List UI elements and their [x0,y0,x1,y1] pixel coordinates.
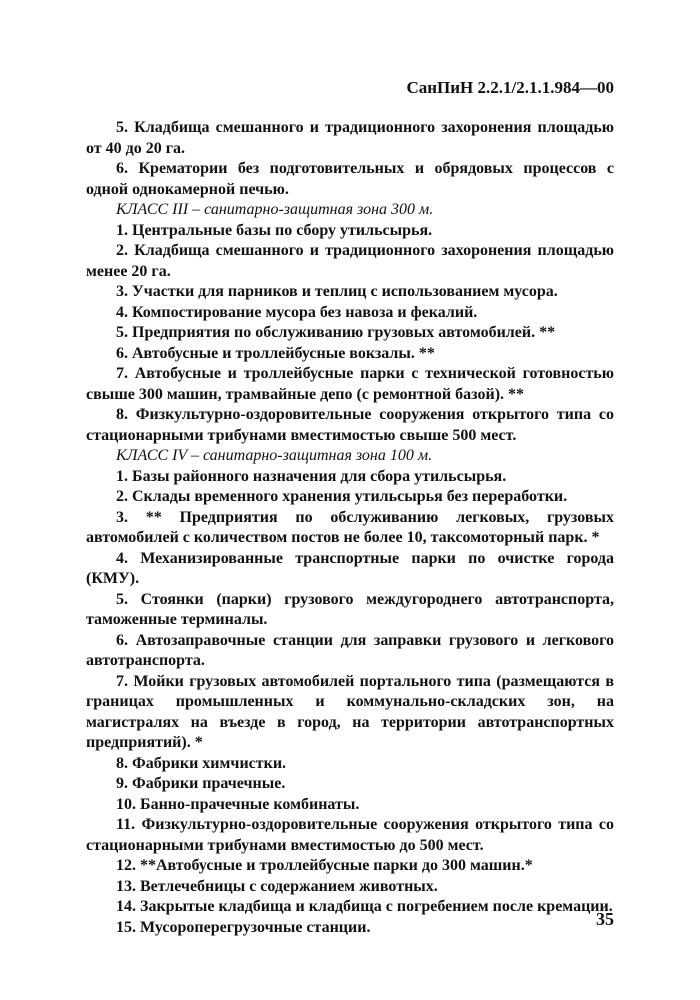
list-item: 9. Фабрики прачечные. [116,775,286,792]
list-item: 8. Физкультурно-оздоровительные сооружения открытого типа со стационарными трибунами вместимостью свыше 500 мест. [86,406,614,444]
list-item: 5. Предприятия по обслуживанию грузовых автомобилей. ** [116,324,556,341]
list-item: 5. Кладбища смешанного и традиционного захоронения площадью от 40 до 20 га. [86,119,614,157]
list-item: 15. Мусороперегрузочные станции. [116,918,371,936]
list-item: 6. Автобусные и троллейбусные вокзалы. ** [116,344,435,362]
list-item: 11. Физкультурно-оздоровительные сооружения открытого типа со стационарными трибунами вместимостью до 500 мест. [86,816,614,854]
list-item: 7. Автобусные и троллейбусные парки с технической готовностью свыше 300 машин, трамвайные депо (с ремонтной базой). ** [86,365,614,403]
document-body [86,118,614,938]
class-heading: КЛАСС IV – санитарно-защитная зона 100 м. [116,447,433,464]
list-item: 2. Склады временного хранения утильсырья без переработки. [116,488,568,505]
list-item: 10. Банно-прачечные комбинаты. [116,795,360,813]
list-item: 7. Мойки грузовых автомобилей портального типа (размещаются в границах промышленных и коммунально-складских зон, на магистралях на въезде в город, на территории автотранспортных предприятий). * [86,672,614,751]
list-item: 1. Центральные базы по сбору утильсырья. [116,221,433,239]
list-item: 4. Компостирование мусора без навоза и фекалий. [116,303,478,321]
list-item: 12. **Автобусные и троллейбусные парки до 300 машин.* [116,857,533,874]
page-number: 35 [596,909,614,929]
list-item: 3. ** Предприятия по обслуживанию легковых, грузовых автомобилей с количеством постов не более 10, таксомоторный парк. * [86,508,614,546]
class-heading: КЛАСС III – санитарно-защитная зона 300 м. [116,201,434,218]
list-item: 6. Крематории без подготовительных и обрядовых процессов с одной однокамерной печью. [86,160,614,198]
list-item: 6. Автозаправочные станции для заправки грузового и легкового автотранспорта. [86,631,614,669]
list-item: 5. Стоянки (парки) грузового междугороднего автотранспорта, таможенные терминалы. [86,590,614,628]
list-item: 3. Участки для парников и теплиц с использованием мусора. [116,283,558,300]
list-item: 4. Механизированные транспортные парки по очистке города (КМУ). [86,549,614,587]
document-code-header: СанПиН 2.2.1/2.1.1.984—00 [406,78,614,97]
list-item: 13. Ветлечебницы с содержанием животных. [116,877,438,895]
list-item: 8. Фабрики химчистки. [116,754,287,772]
list-item: 1. Базы районного назначения для сбора утильсырья. [116,467,507,485]
list-item: 14. Закрытые кладбища и кладбища с погребением после кремации. [116,898,613,915]
list-item: 2. Кладбища смешанного и традиционного захоронения площадью менее 20 га. [86,242,614,280]
